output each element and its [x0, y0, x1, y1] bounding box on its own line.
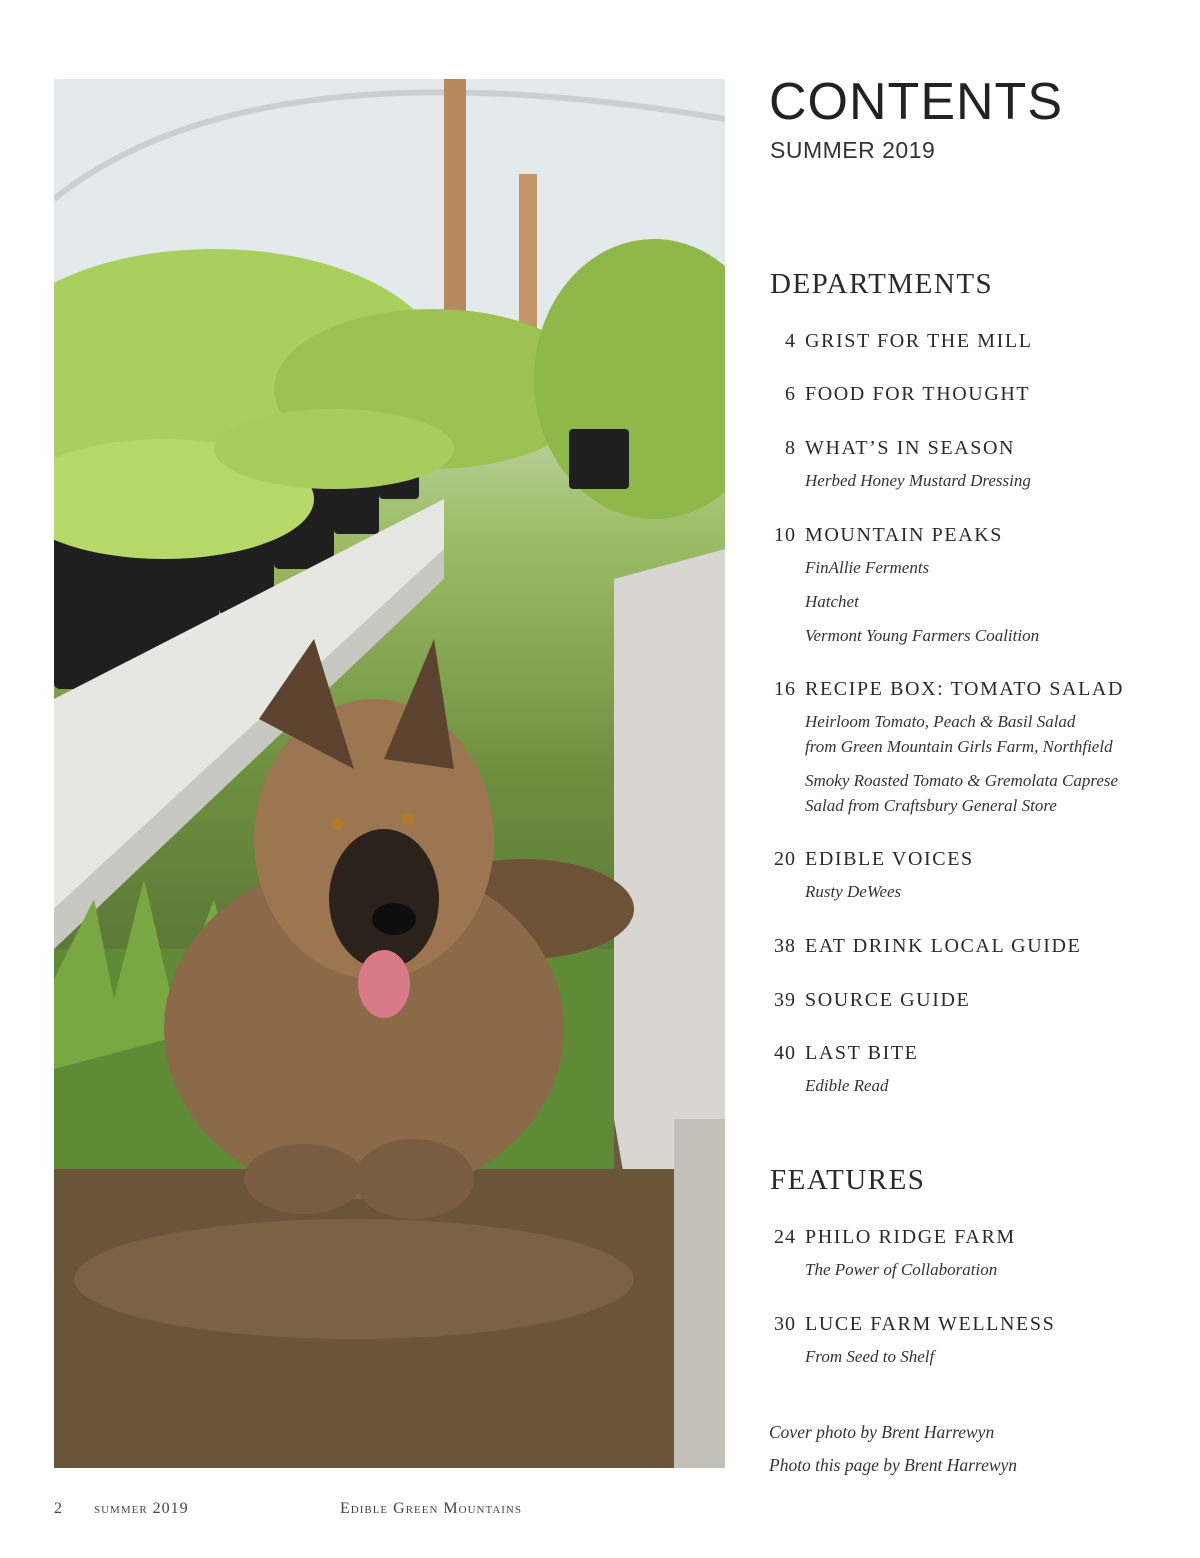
entry-subtitle: Edible Read — [805, 1076, 889, 1095]
entry-subtitle: Vermont Young Farmers Coalition — [805, 626, 1040, 645]
entry-title: PHILO RIDGE FARM — [805, 1226, 1016, 1248]
page-number: 10 — [774, 524, 796, 546]
page-number: 24 — [774, 1226, 796, 1248]
entry-subtitle: FinAllie Ferments — [805, 558, 930, 577]
page-number: 4 — [785, 330, 796, 352]
toc-entry[interactable] — [762, 1042, 1182, 1098]
entry-title: WHAT’S IN SEASON — [805, 437, 1016, 459]
page-number: 16 — [774, 678, 796, 700]
entry-title: EDIBLE VOICES — [805, 848, 974, 870]
page-photo-credit: Photo this page by Brent Harrewyn — [769, 1455, 1018, 1475]
toc-entry[interactable] — [762, 678, 1182, 818]
page-number: 38 — [774, 935, 796, 957]
entry-subtitle: Heirloom Tomato, Peach & Basil Salad — [805, 712, 1076, 731]
photo-illustration — [54, 79, 725, 1468]
page-number: 20 — [774, 848, 796, 870]
entry-subtitle: from Green Mountain Girls Farm, Northfield — [805, 737, 1113, 756]
entry-title: FOOD FOR THOUGHT — [805, 383, 1031, 405]
toc-entry[interactable] — [762, 437, 1182, 493]
page-number: 6 — [785, 383, 796, 405]
entry-title: GRIST FOR THE MILL — [805, 330, 1033, 352]
entry-subtitle: Hatchet — [805, 592, 859, 611]
toc-entry[interactable] — [762, 524, 1182, 648]
toc-entry[interactable] — [762, 935, 1182, 958]
entry-subtitle: Rusty DeWees — [805, 882, 902, 901]
entry-title: MOUNTAIN PEAKS — [805, 524, 1004, 546]
entry-title: EAT DRINK LOCAL GUIDE — [805, 935, 1082, 957]
toc-entry[interactable] — [762, 1313, 1182, 1369]
entry-title: LUCE FARM WELLNESS — [805, 1313, 1056, 1335]
toc-entry[interactable] — [762, 383, 1182, 406]
toc-entry[interactable] — [762, 989, 1182, 1012]
page-title: CONTENTS — [769, 73, 1063, 131]
entry-subtitle: From Seed to Shelf — [805, 1347, 935, 1366]
entry-title: RECIPE BOX: TOMATO SALAD — [805, 678, 1124, 700]
departments-heading: DEPARTMENTS — [770, 268, 994, 300]
page-number: 39 — [774, 989, 796, 1011]
entry-subtitle: The Power of Collaboration — [805, 1260, 998, 1279]
cover-photo — [54, 79, 725, 1468]
cover-photo-credit: Cover photo by Brent Harrewyn — [769, 1422, 995, 1442]
entry-title: SOURCE GUIDE — [805, 989, 971, 1011]
page-number: 40 — [774, 1042, 796, 1064]
footer-page-number: 2 — [54, 1500, 62, 1517]
toc-entry[interactable] — [762, 330, 1182, 353]
features-heading: FEATURES — [770, 1164, 926, 1196]
entry-subtitle: Salad from Craftsbury General Store — [805, 796, 1057, 815]
toc-entry[interactable] — [762, 1226, 1182, 1282]
entry-subtitle: Herbed Honey Mustard Dressing — [805, 471, 1031, 490]
entry-subtitle: Smoky Roasted Tomato & Gremolata Caprese — [805, 771, 1119, 790]
entry-title: LAST BITE — [805, 1042, 919, 1064]
issue-subtitle: SUMMER 2019 — [770, 137, 936, 163]
page-number: 30 — [774, 1313, 796, 1335]
footer-magazine-name: Edible Green Mountains — [340, 1500, 522, 1517]
footer-issue: summer 2019 — [94, 1500, 189, 1517]
page-number: 8 — [785, 437, 796, 459]
photo-credits — [769, 1416, 1017, 1482]
toc-entry[interactable] — [762, 848, 1182, 904]
